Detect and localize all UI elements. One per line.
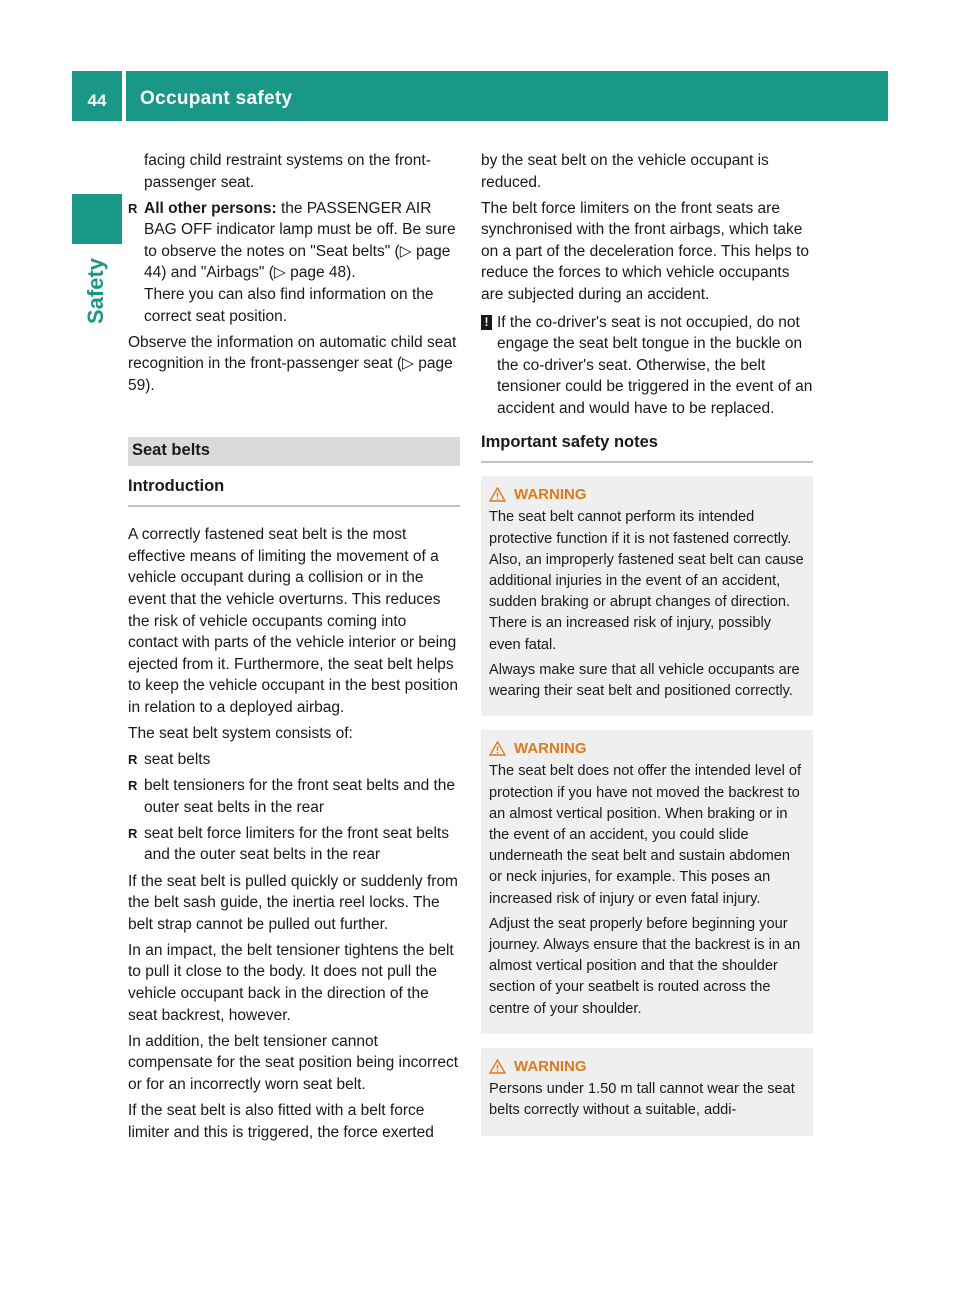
list-item-lead: All other persons: (144, 199, 277, 217)
warning-header (489, 484, 805, 505)
paragraph: The seat belt system consists of: (128, 724, 353, 742)
warning-triangle-icon (489, 1059, 506, 1074)
list-item (128, 749, 460, 771)
warning-title: WARNING (514, 740, 587, 758)
left-column (128, 150, 460, 1148)
paragraph: The belt force limiters on the front seats are synchronised with the front airbags, which take on a part of the deceleration force. This helps to reduce the forces to which vehicle occupants are subjected during an accident. (481, 199, 809, 304)
warning-text: Always make sure that all vehicle occupants are wearing their seat belt and positioned correctly. (489, 661, 800, 700)
warning-box (481, 476, 813, 716)
bullet-icon: R (128, 752, 138, 768)
warning-text: Persons under 1.50 m tall cannot wear the seat belts correctly without a suitable, addi- (489, 1081, 795, 1119)
warning-triangle-icon (489, 487, 506, 502)
list-item (128, 823, 460, 866)
side-tab (72, 252, 122, 332)
section-title: Seat belts (132, 441, 210, 460)
bullet-icon: R (128, 778, 138, 794)
warning-text: The seat belt does not offer the intended level of protection if you have not moved the backrest to an almost vertical position. When braking or in the event of an accident, you could slide underneath the seat belt and sustain abdomen or neck injuries, for example. This poses an increased risk of injury or even fatal injury. (489, 763, 802, 907)
list-item (128, 198, 460, 328)
section-heading (128, 437, 460, 466)
paragraph: Observe the information on automatic child seat recognition in the front-passenger seat (▷ page 59). (128, 333, 457, 394)
paragraph: If the seat belt is also fitted with a belt force limiter and this is triggered, the force exerted (128, 1101, 434, 1141)
notice-text: If the co-driver's seat is not occupied, do not engage the seat belt tongue in the buckle on the co-driver's seat. Otherwise, the belt tensioner could be triggered in the event of an accident and would have to be replaced. (497, 313, 813, 418)
list-item-more: There you can also find information on the correct seat position. (144, 286, 434, 325)
list-item (128, 775, 460, 818)
paragraph: In an impact, the belt tensioner tightens the belt to pull it close to the body. It does not pull the vehicle occupant back in the direction of the seat backrest, however. (128, 941, 454, 1024)
list-item-text: belt tensioners for the front seat belts and the outer seat belts in the rear (144, 777, 456, 816)
warning-header (489, 738, 805, 759)
exclamation-icon: ! (481, 315, 492, 330)
warning-box (481, 730, 813, 1034)
right-column (481, 150, 813, 1136)
side-tab-marker (72, 194, 122, 244)
header-divider (122, 71, 126, 121)
warning-box (481, 1048, 813, 1136)
paragraph: In addition, the belt tensioner cannot compensate for the seat position being incorrect or for an incorrectly worn seat belt. (128, 1032, 458, 1093)
paragraph: facing child restraint systems on the front-passenger seat. (144, 152, 431, 191)
page-title: Occupant safety (140, 88, 293, 109)
list-item-text: seat belt force limiters for the front seat belts and the outer seat belts in the rear (144, 824, 449, 864)
paragraph: by the seat belt on the vehicle occupant is reduced. (481, 152, 769, 191)
warning-triangle-icon (489, 741, 506, 756)
bullet-icon: R (128, 825, 138, 841)
subheading: Important safety notes (481, 432, 813, 464)
bullet-icon: R (128, 200, 138, 216)
paragraph: If the seat belt is pulled quickly or suddenly from the belt sash guide, the inertia reel locks. The belt strap cannot be pulled out further. (128, 872, 458, 933)
paragraph: A correctly fastened seat belt is the most effective means of limiting the movement of a vehicle occupant during a collision or in the event that the vehicle overturns. This reduces the risk of vehicle occupants coming into contact with parts of the vehicle interior or being ejected from it. Furthermore, the seat belt helps to keep the vehicle occupant in the best position in relation to a deployed airbag. (128, 526, 459, 716)
subheading: Introduction (128, 476, 460, 508)
list-item-text: the PASSENGER AIR BAG OFF indicator lamp must be off. Be sure to observe the notes on "Seat belts" (▷ page 44) and "Airbags" (▷ page 48). (144, 199, 456, 282)
warning-title: WARNING (514, 486, 587, 504)
side-tab-label: Safety (83, 257, 108, 324)
warning-text: Adjust the seat properly before beginning your journey. Always ensure that the backrest is in an almost vertical position and that the shoulder section of your seatbelt is routed across the centre of your shoulder. (489, 915, 801, 1017)
notice (481, 312, 813, 420)
warning-text: The seat belt cannot perform its intended protective function if it is not fastened correctly. Also, an improperly fastened seat belt can cause additional injuries in the event of an accident, sudden braking or abrupt changes of direction. There is an increased risk of injury, possibly even fatal. (489, 509, 804, 653)
warning-title: WARNING (514, 1057, 587, 1075)
list-item-text: seat belts (144, 751, 211, 769)
warning-header (489, 1056, 805, 1077)
page-number: 44 (87, 91, 107, 111)
